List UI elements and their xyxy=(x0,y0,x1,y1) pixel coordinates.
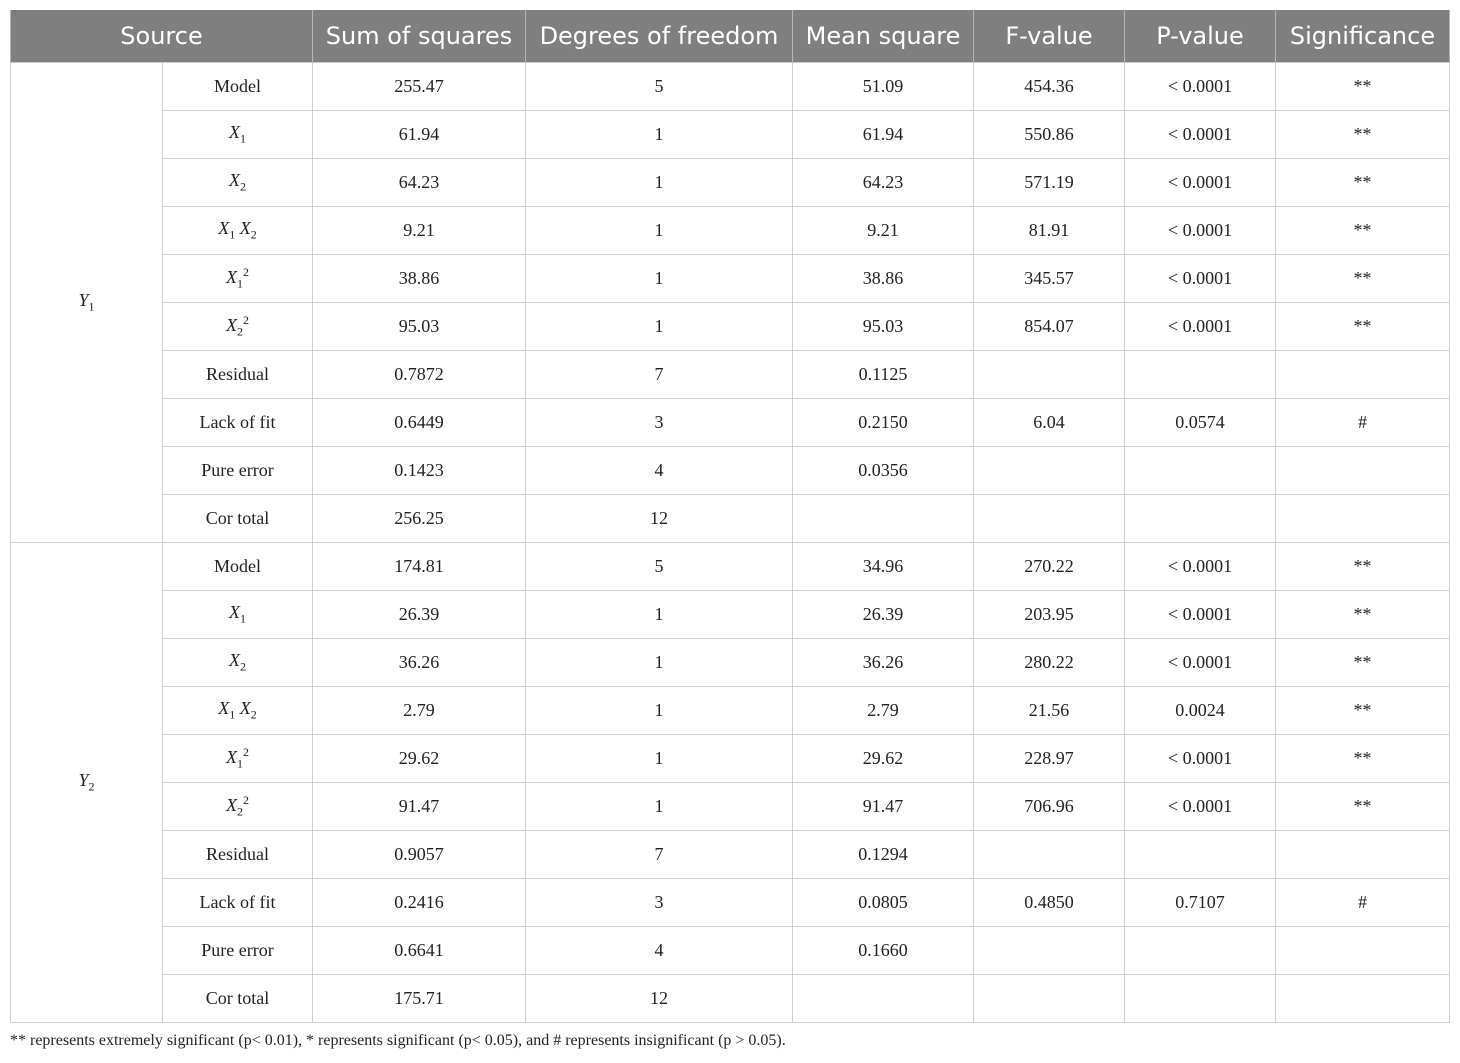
p-value-cell: < 0.0001 xyxy=(1125,543,1276,591)
header-degrees-of-freedom: Degrees of freedom xyxy=(526,10,793,63)
mean-square-cell xyxy=(793,495,974,543)
p-value-cell xyxy=(1125,447,1276,495)
degrees-of-freedom-cell: 1 xyxy=(526,255,793,303)
sum-of-squares-cell: 2.79 xyxy=(313,687,526,735)
degrees-of-freedom-cell: 5 xyxy=(526,543,793,591)
mean-square-cell: 91.47 xyxy=(793,783,974,831)
degrees-of-freedom-cell: 7 xyxy=(526,351,793,399)
source-term-cell: Model xyxy=(163,543,313,591)
mean-square-cell: 61.94 xyxy=(793,111,974,159)
header-row xyxy=(11,10,1450,63)
degrees-of-freedom-cell: 1 xyxy=(526,591,793,639)
degrees-of-freedom-cell: 1 xyxy=(526,687,793,735)
degrees-of-freedom-cell: 1 xyxy=(526,159,793,207)
significance-cell xyxy=(1276,927,1450,975)
degrees-of-freedom-cell: 1 xyxy=(526,735,793,783)
table-row xyxy=(11,399,1450,447)
p-value-cell: 0.0574 xyxy=(1125,399,1276,447)
source-term-cell: $X_1$ $X_2$ xyxy=(163,687,313,735)
source-term-cell: $X_1^2$ xyxy=(163,735,313,783)
significance-cell: ** xyxy=(1276,687,1450,735)
p-value-cell: < 0.0001 xyxy=(1125,207,1276,255)
table-row xyxy=(11,447,1450,495)
f-value-cell xyxy=(974,351,1125,399)
sum-of-squares-cell: 36.26 xyxy=(313,639,526,687)
significance-cell: # xyxy=(1276,879,1450,927)
degrees-of-freedom-cell: 1 xyxy=(526,639,793,687)
significance-cell xyxy=(1276,975,1450,1023)
sum-of-squares-cell: 9.21 xyxy=(313,207,526,255)
p-value-cell xyxy=(1125,351,1276,399)
sum-of-squares-cell: 0.7872 xyxy=(313,351,526,399)
f-value-cell: 270.22 xyxy=(974,543,1125,591)
sum-of-squares-cell: 91.47 xyxy=(313,783,526,831)
mean-square-cell: 95.03 xyxy=(793,303,974,351)
response-group-label: $Y_1$ xyxy=(11,63,163,543)
sum-of-squares-cell: 0.2416 xyxy=(313,879,526,927)
source-term-cell: Cor total xyxy=(163,975,313,1023)
sum-of-squares-cell: 38.86 xyxy=(313,255,526,303)
p-value-cell xyxy=(1125,927,1276,975)
f-value-cell: 21.56 xyxy=(974,687,1125,735)
mean-square-cell: 38.86 xyxy=(793,255,974,303)
table-row xyxy=(11,879,1450,927)
source-term-cell: $X_2^2$ xyxy=(163,783,313,831)
significance-cell: ** xyxy=(1276,255,1450,303)
source-term-cell: $X_1$ xyxy=(163,111,313,159)
table-row xyxy=(11,735,1450,783)
table-row xyxy=(11,975,1450,1023)
significance-cell: ** xyxy=(1276,735,1450,783)
degrees-of-freedom-cell: 4 xyxy=(526,927,793,975)
sum-of-squares-cell: 0.6449 xyxy=(313,399,526,447)
significance-cell: ** xyxy=(1276,207,1450,255)
source-term-cell: Pure error xyxy=(163,927,313,975)
table-row xyxy=(11,591,1450,639)
source-term-cell: Pure error xyxy=(163,447,313,495)
degrees-of-freedom-cell: 1 xyxy=(526,207,793,255)
table-row xyxy=(11,255,1450,303)
degrees-of-freedom-cell: 7 xyxy=(526,831,793,879)
p-value-cell xyxy=(1125,975,1276,1023)
mean-square-cell: 0.2150 xyxy=(793,399,974,447)
table-row xyxy=(11,111,1450,159)
header-significance: Significance xyxy=(1276,10,1450,63)
significance-cell: ** xyxy=(1276,591,1450,639)
source-term-cell: $X_1$ xyxy=(163,591,313,639)
p-value-cell: < 0.0001 xyxy=(1125,111,1276,159)
p-value-cell: < 0.0001 xyxy=(1125,639,1276,687)
degrees-of-freedom-cell: 3 xyxy=(526,879,793,927)
significance-cell: ** xyxy=(1276,63,1450,111)
source-term-cell: $X_1^2$ xyxy=(163,255,313,303)
significance-cell: ** xyxy=(1276,303,1450,351)
table-row xyxy=(11,543,1450,591)
degrees-of-freedom-cell: 4 xyxy=(526,447,793,495)
sum-of-squares-cell: 174.81 xyxy=(313,543,526,591)
table-row xyxy=(11,63,1450,111)
table-row xyxy=(11,303,1450,351)
degrees-of-freedom-cell: 12 xyxy=(526,495,793,543)
significance-cell xyxy=(1276,447,1450,495)
mean-square-cell xyxy=(793,975,974,1023)
source-term-cell: $X_2^2$ xyxy=(163,303,313,351)
source-term-cell: $X_2$ xyxy=(163,159,313,207)
mean-square-cell: 34.96 xyxy=(793,543,974,591)
source-term-cell: $X_1$ $X_2$ xyxy=(163,207,313,255)
p-value-cell: < 0.0001 xyxy=(1125,63,1276,111)
p-value-cell: 0.0024 xyxy=(1125,687,1276,735)
header-p-value: P-value xyxy=(1125,10,1276,63)
f-value-cell: 571.19 xyxy=(974,159,1125,207)
f-value-cell: 854.07 xyxy=(974,303,1125,351)
f-value-cell: 203.95 xyxy=(974,591,1125,639)
source-term-cell: Residual xyxy=(163,351,313,399)
table-row xyxy=(11,783,1450,831)
significance-cell: ** xyxy=(1276,159,1450,207)
header-source: Source xyxy=(11,10,313,63)
p-value-cell: < 0.0001 xyxy=(1125,783,1276,831)
mean-square-cell: 0.0805 xyxy=(793,879,974,927)
source-term-cell: Lack of fit xyxy=(163,879,313,927)
significance-cell: ** xyxy=(1276,543,1450,591)
f-value-cell xyxy=(974,447,1125,495)
sum-of-squares-cell: 255.47 xyxy=(313,63,526,111)
p-value-cell: < 0.0001 xyxy=(1125,255,1276,303)
degrees-of-freedom-cell: 12 xyxy=(526,975,793,1023)
sum-of-squares-cell: 0.1423 xyxy=(313,447,526,495)
mean-square-cell: 64.23 xyxy=(793,159,974,207)
table-row xyxy=(11,927,1450,975)
f-value-cell: 345.57 xyxy=(974,255,1125,303)
footnote: ** represents extremely significant (p< 0.01), * represents significant (p< 0.05), and # represents insignificant (p > 0.05). xyxy=(10,1032,786,1049)
table-row xyxy=(11,351,1450,399)
significance-cell: ** xyxy=(1276,783,1450,831)
table-row xyxy=(11,687,1450,735)
p-value-cell: < 0.0001 xyxy=(1125,735,1276,783)
table-body xyxy=(11,63,1450,1023)
sum-of-squares-cell: 64.23 xyxy=(313,159,526,207)
response-group-label: $Y_2$ xyxy=(11,543,163,1023)
sum-of-squares-cell: 256.25 xyxy=(313,495,526,543)
sum-of-squares-cell: 0.9057 xyxy=(313,831,526,879)
p-value-cell: 0.7107 xyxy=(1125,879,1276,927)
source-term-cell: Residual xyxy=(163,831,313,879)
sum-of-squares-cell: 175.71 xyxy=(313,975,526,1023)
sum-of-squares-cell: 26.39 xyxy=(313,591,526,639)
significance-cell xyxy=(1276,495,1450,543)
f-value-cell: 6.04 xyxy=(974,399,1125,447)
significance-cell: ** xyxy=(1276,639,1450,687)
f-value-cell: 706.96 xyxy=(974,783,1125,831)
degrees-of-freedom-cell: 5 xyxy=(526,63,793,111)
table-row xyxy=(11,159,1450,207)
table-row xyxy=(11,831,1450,879)
sum-of-squares-cell: 0.6641 xyxy=(313,927,526,975)
f-value-cell xyxy=(974,495,1125,543)
f-value-cell: 454.36 xyxy=(974,63,1125,111)
sum-of-squares-cell: 95.03 xyxy=(313,303,526,351)
source-term-cell: Lack of fit xyxy=(163,399,313,447)
mean-square-cell: 36.26 xyxy=(793,639,974,687)
table-row xyxy=(11,207,1450,255)
mean-square-cell: 0.0356 xyxy=(793,447,974,495)
degrees-of-freedom-cell: 1 xyxy=(526,783,793,831)
mean-square-cell: 26.39 xyxy=(793,591,974,639)
sum-of-squares-cell: 29.62 xyxy=(313,735,526,783)
mean-square-cell: 0.1660 xyxy=(793,927,974,975)
degrees-of-freedom-cell: 3 xyxy=(526,399,793,447)
p-value-cell xyxy=(1125,495,1276,543)
anova-table xyxy=(10,10,1450,1023)
p-value-cell: < 0.0001 xyxy=(1125,591,1276,639)
f-value-cell: 0.4850 xyxy=(974,879,1125,927)
mean-square-cell: 51.09 xyxy=(793,63,974,111)
p-value-cell xyxy=(1125,831,1276,879)
f-value-cell: 550.86 xyxy=(974,111,1125,159)
header-sum-of-squares: Sum of squares xyxy=(313,10,526,63)
f-value-cell xyxy=(974,831,1125,879)
degrees-of-freedom-cell: 1 xyxy=(526,303,793,351)
source-term-cell: Cor total xyxy=(163,495,313,543)
significance-cell: ** xyxy=(1276,111,1450,159)
mean-square-cell: 0.1125 xyxy=(793,351,974,399)
degrees-of-freedom-cell: 1 xyxy=(526,111,793,159)
mean-square-cell: 0.1294 xyxy=(793,831,974,879)
f-value-cell: 280.22 xyxy=(974,639,1125,687)
mean-square-cell: 2.79 xyxy=(793,687,974,735)
f-value-cell: 228.97 xyxy=(974,735,1125,783)
f-value-cell: 81.91 xyxy=(974,207,1125,255)
table-row xyxy=(11,495,1450,543)
header-f-value: F-value xyxy=(974,10,1125,63)
mean-square-cell: 29.62 xyxy=(793,735,974,783)
f-value-cell xyxy=(974,927,1125,975)
source-term-cell: $X_2$ xyxy=(163,639,313,687)
table-row xyxy=(11,639,1450,687)
significance-cell: # xyxy=(1276,399,1450,447)
p-value-cell: < 0.0001 xyxy=(1125,159,1276,207)
significance-cell xyxy=(1276,831,1450,879)
p-value-cell: < 0.0001 xyxy=(1125,303,1276,351)
mean-square-cell: 9.21 xyxy=(793,207,974,255)
f-value-cell xyxy=(974,975,1125,1023)
significance-cell xyxy=(1276,351,1450,399)
header-mean-square: Mean square xyxy=(793,10,974,63)
source-term-cell: Model xyxy=(163,63,313,111)
sum-of-squares-cell: 61.94 xyxy=(313,111,526,159)
